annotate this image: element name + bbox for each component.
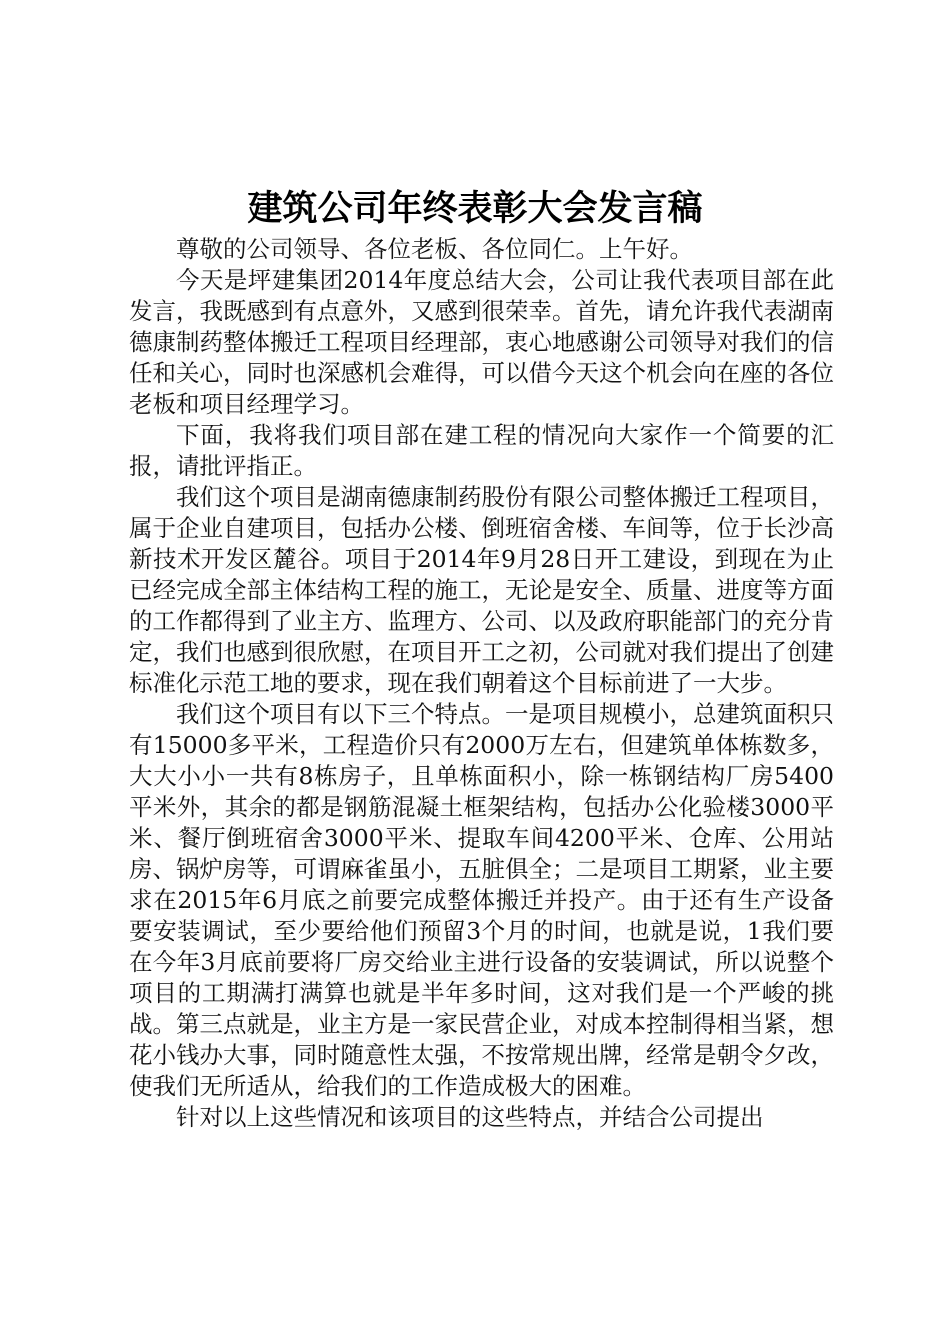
paragraph-project-overview: 我们这个项目是湖南德康制药股份有限公司整体搬迁工程项目，属于企业自建项目，包括办公楼、倒班宿舍楼、车间等，位于长沙高新技术开发区麓谷。项目于2014年9月28日开工建设，到现在为止已经完成全部主体结构工程的施工，无论是安全、质量、进度等方面的工作都得到了业主方、监理方、公司、以及政府职能部门的充分肯定，我们也感到很欣慰，在项目开工之初，公司就对我们提出了创建标准化示范工地的要求，现在我们朝着这个目标前进了一大步。 bbox=[129, 483, 834, 697]
paragraph-measures: 针对以上这些情况和该项目的这些特点，并结合公司提出 bbox=[176, 1103, 764, 1131]
paragraph-greeting: 尊敬的公司领导、各位老板、各位同仁。上午好。 bbox=[176, 235, 693, 263]
document-title: 建筑公司年终表彰大会发言稿 bbox=[247, 188, 703, 229]
paragraph-introduction: 今天是坪建集团2014年度总结大会，公司让我代表项目部在此发言，我既感到有点意外，又感到很荣幸。首先，请允许我代表湖南德康制药整体搬迁工程项目经理部，衷心地感谢公司领导对我们的信任和关心，同时也深感机会难得，可以借今天这个机会向在座的各位老板和项目经理学习。 bbox=[129, 266, 834, 418]
paragraph-project-features: 我们这个项目有以下三个特点。一是项目规模小，总建筑面积只有15000多平米，工程造价只有2000万左右，但建筑单体栋数多，大大小小一共有8栋房子，且单栋面积小，除一栋钢结构厂房5400平米外，其余的都是钢筋混凝土框架结构，包括办公化验楼3000平米、餐厅倒班宿舍3000平米、提取车间4200平米、仓库、公用站房、锅炉房等，可谓麻雀虽小，五脏俱全；二是项目工期紧，业主要求在2015年6月底之前要完成整体搬迁并投产。由于还有生产设备要安装调试，至少要给他们预留3个月的时间，也就是说，1我们要在今年3月底前要将厂房交给业主进行设备的安装调试，所以说整个项目的工期满打满算也就是半年多时间，这对我们是一个严峻的挑战。第三点就是，业主方是一家民营企业，对成本控制得相当紧，想花小钱办大事，同时随意性太强，不按常规出牌，经常是朝令夕改，使我们无所适从，给我们的工作造成极大的困难。 bbox=[129, 700, 834, 1100]
document-body bbox=[129, 234, 834, 1133]
paragraph-report-preface: 下面，我将我们项目部在建工程的情况向大家作一个简要的汇报，请批评指正。 bbox=[129, 421, 834, 480]
